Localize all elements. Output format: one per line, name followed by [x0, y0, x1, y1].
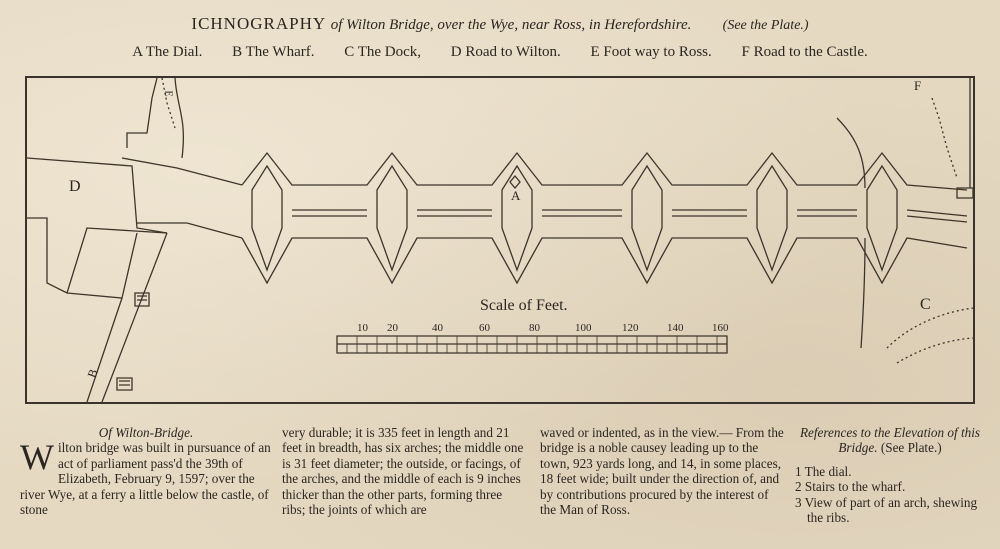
plan-letter-e: E: [162, 90, 174, 97]
plan-letter-f: F: [914, 78, 922, 93]
scale-title: Scale of Feet.: [480, 297, 568, 314]
dock-outline-2: [897, 338, 973, 363]
dock-outline-1: [887, 308, 973, 348]
bridge-plan-drawing: [27, 78, 973, 402]
plan-letter-c: C: [920, 296, 931, 313]
scale-tick-label: 10: [357, 322, 368, 334]
plan-letter-b: B: [84, 367, 101, 380]
bridge-south-edge: [242, 238, 967, 283]
article-column-1: [20, 425, 272, 517]
reference-item: 3 View of part of an arch, shewing the ribs.: [795, 494, 978, 526]
bridge-north-edge: [242, 153, 967, 190]
left-road-outline: [27, 158, 167, 233]
wharf-edge-2: [102, 233, 167, 402]
causey-north: [122, 158, 242, 185]
wharf-stairs-1: [135, 293, 149, 306]
title-see-plate: (See the Plate.): [722, 18, 809, 33]
plan-key: [0, 44, 1000, 61]
scale-tick-label: 100: [575, 322, 592, 334]
title-rest: of Wilton Bridge, over the Wye, near Ross, in Herefordshire.: [330, 17, 692, 33]
article-col2-text: very durable; it is 335 feet in length and 21 feet in breadth, has six arches; the middle one is 31 feet diameter; the outside, or facings, of the arches, and the middle of each is 9 inches thicker than the other parts, forming three ribs; the joints of which are: [282, 425, 524, 518]
references-see-plate: (See Plate.): [880, 440, 942, 456]
scale-tick-label: 120: [622, 322, 639, 334]
scale-tick-label: 140: [667, 322, 684, 334]
references-title: References to the Elevation of this Bridge.: [799, 425, 981, 456]
article-column-2: [282, 425, 528, 517]
castle-road-dots: [932, 98, 957, 178]
drop-cap: W: [20, 437, 54, 478]
pier-4: [632, 166, 662, 270]
title-main: ICHNOGRAPHY: [191, 14, 326, 33]
key-item-e: E Foot way to Ross.: [590, 44, 712, 60]
article-col1-text: ilton bridge was built in pursuance of an act of parliament pass'd the 39th of Elizabeth, February 9, 1597; over the river Wye, at a ferry a little below the castle, of stone: [20, 440, 271, 518]
pier-2: [377, 166, 407, 270]
article-col3-text: waved or indented, as in the view.— From the bridge is a noble causey leading up to the town, 923 yards long, and 14, in some places, 18 feet wide; built under the direction of, and by contributions procured by the interest of the Man of Ross.: [540, 425, 784, 518]
left-wall: [67, 228, 167, 293]
river-bank-right-2: [861, 238, 865, 348]
pier-6: [867, 166, 897, 270]
page-title: [0, 14, 1000, 34]
reference-item: 1 The dial.: [795, 463, 852, 479]
pier-5: [757, 166, 787, 270]
dial-marker: [510, 176, 520, 188]
bridge-plan-plate: [25, 76, 975, 404]
wharf-stairs-2: [117, 378, 132, 390]
scale-tick-label: 80: [529, 322, 540, 334]
plan-letter-d: D: [69, 178, 81, 195]
scale-tick-label: 20: [387, 322, 398, 334]
article-column-3: [540, 425, 785, 517]
key-item-c: C The Dock,: [344, 44, 422, 60]
scale-tick-label: 40: [432, 322, 443, 334]
reference-item: 2 Stairs to the wharf.: [795, 479, 906, 495]
plan-letter-a: A: [511, 188, 521, 203]
key-item-b: B The Wharf.: [232, 44, 315, 60]
east-roadway-lines: [907, 210, 967, 222]
key-item-a: A The Dial.: [132, 44, 203, 60]
pier-1: [252, 166, 282, 270]
article-heading: Of Wilton-Bridge.: [98, 425, 194, 440]
pier-3: [502, 166, 532, 270]
river-bank-right: [837, 118, 865, 188]
scale-tick-label: 160: [712, 322, 729, 334]
references-heading: [795, 425, 985, 456]
references-column: [795, 425, 985, 525]
key-item-d: D Road to Wilton.: [450, 44, 561, 60]
key-item-f: F Road to the Castle.: [741, 44, 868, 60]
scale-tick-label: 60: [479, 322, 490, 334]
article-para-1: [20, 437, 272, 518]
footway-outline: [127, 78, 157, 148]
river-bank-left: [175, 78, 183, 158]
